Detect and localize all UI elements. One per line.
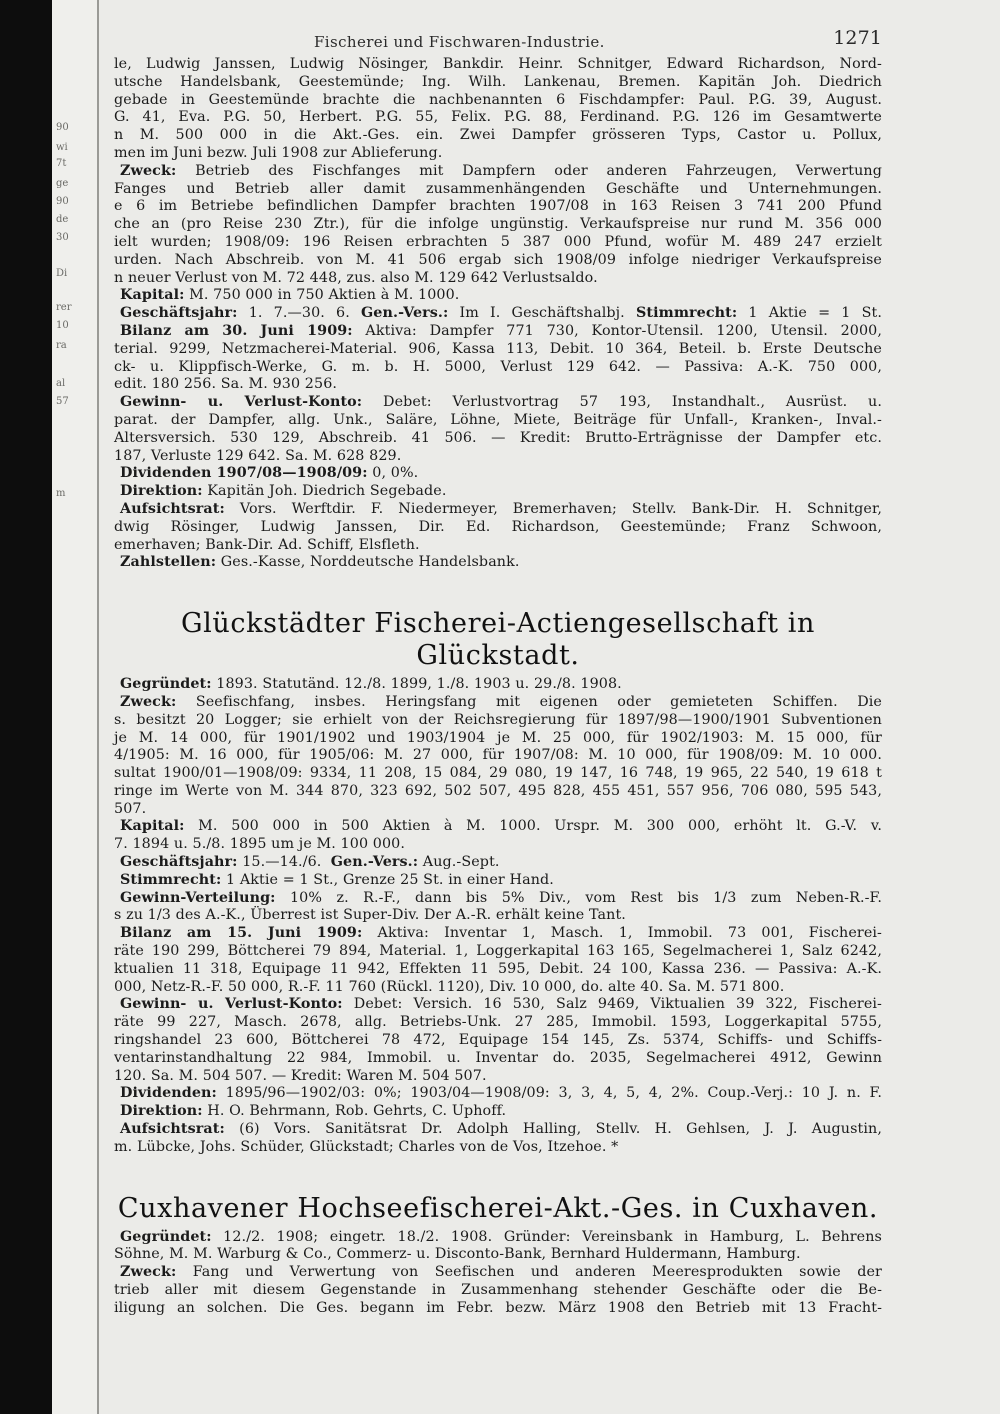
scan-shadow-left [0, 0, 52, 1414]
entry-gap [114, 572, 882, 608]
zweck-text: Fang und Verwertung von Seefischen und anderen Meeresprodukten sowie der [192, 1264, 882, 1281]
aufsichtsrat-line [114, 1121, 882, 1139]
kapital-text: M. 500 000 in 500 Aktien à M. 1000. Urspr. M. 300 000, erhöht lt. G.-V. v. [198, 818, 882, 835]
dividenden-text: 0, 0%. [372, 465, 419, 482]
margin-fragment: al [56, 378, 66, 389]
bilanz-label: Bilanz am 30. Juni 1909: [120, 322, 353, 339]
gewinnverteilung-label: Gewinn-Verteilung: [120, 889, 276, 906]
bilanz-label: Bilanz am 15. Juni 1909: [120, 925, 363, 942]
stimmrecht-line [114, 872, 882, 890]
margin-fragment: 90 [56, 196, 69, 207]
genvers-label: Gen.-Vers.: [330, 854, 419, 871]
genvers-text: Im I. Geschäftshalbj. [459, 305, 625, 322]
kapital-line: 7. 1894 u. 5./8. 1895 um je M. 100 000. [114, 836, 406, 853]
kapital-text: M. 750 000 in 750 Aktien à M. 1000. [189, 287, 460, 304]
direktion-label: Direktion: [120, 483, 203, 500]
gegruendet-line: Söhne, M. M. Warburg & Co., Commerz- u. Disconto-Bank, Bernhard Huldermann, Hamburg. [114, 1246, 801, 1263]
aufsichtsrat-text: (6) Vors. Sanitätsrat Dr. Adolph Halling, Stellv. H. Gehlsen, J. J. Augustin, [239, 1121, 883, 1138]
aufsichtsrat-line: dwig Rösinger, Ludwig Janssen, Dir. Ed. Richardson, Geestemünde; Franz Schwoon, [114, 518, 882, 535]
guv-label: Gewinn- u. Verlust-Konto: [120, 996, 343, 1013]
geschaeftsjahr-line [114, 854, 882, 872]
margin-fragment: 10 [56, 320, 69, 331]
direktion-line [114, 1103, 882, 1121]
zweck-line: 4/1905: M. 16 000, für 1905/06: M. 27 000, für 1907/08: M. 10 000, für 1908/09: M. 10 000. [114, 747, 882, 764]
margin-fragment: 7t [56, 158, 67, 169]
margin-fragment: 90 [56, 122, 69, 133]
bilanz-line: terial. 9299, Netzmacherei-Material. 906, Kassa 113, Debit. 10 364, Beteil. b. Erste Deutsche [114, 340, 882, 357]
gegruendet-label: Gegründet: [120, 1228, 212, 1245]
margin-fragment: wi [56, 142, 68, 153]
stimmrecht-text: 1 Aktie = 1 St. [748, 305, 882, 322]
aufsichtsrat-line [114, 501, 882, 519]
guv-text: Debet: Versich. 16 530, Salz 9469, Viktualien 39 322, Fischerei- [353, 996, 882, 1013]
zweck-line [114, 694, 882, 712]
guv-line: Altersversich. 530 129, Abschreib. 41 506. — Kredit: Brutto-Erträgnisse der Dampfer etc. [114, 429, 882, 446]
bilanz-text: Aktiva: Dampfer 771 730, Kontor-Utensil. 1200, Utensil. 2000, [365, 322, 882, 339]
dividenden-text: 1895/96—1902/03: 0%; 1903/04—1908/09: 3, 3, 4, 5, 4, 2%. Coup.-Verj.: 10 J. n. F. [225, 1085, 882, 1102]
body-line: men im Juni bezw. Juli 1908 zur Ablieferung. [114, 144, 443, 161]
aufsichtsrat-line: m. Lübcke, Johs. Schüder, Glückstadt; Charles von de Vos, Itzehoe. * [114, 1138, 619, 1155]
zweck-label: Zweck: [120, 693, 177, 710]
body-line: gebade in Geestemünde brachte die nachbenannten 6 Fischdampfer: Paul. P.G. 39, August. [114, 91, 882, 108]
zweck-text: Betrieb des Fischfanges mit Dampfern oder anderen Fahrzeugen, Verwertung [195, 162, 882, 179]
entry-continuation [114, 56, 882, 572]
guv-line: räte 99 227, Masch. 2678, allg. Betriebs-Unk. 27 285, Immobil. 1593, Loggerkapital 5755, [114, 1014, 882, 1031]
body-line: utsche Handelsbank, Geestemünde; Ing. Wilh. Lankenau, Bremen. Kapitän Joh. Diedrich [114, 73, 882, 90]
gegruendet-line [114, 1229, 882, 1247]
zweck-line: Fanges und Betrieb aller damit zusammenhängenden Geschäfte und Unternehmungen. [114, 180, 882, 197]
geschaeftsjahr-text: 15.—14./6. [242, 854, 322, 871]
gegruendet-label: Gegründet: [120, 676, 212, 693]
dividenden-line [114, 465, 882, 483]
zweck-label: Zweck: [120, 1264, 177, 1281]
guv-line: 120. Sa. M. 504 507. — Kredit: Waren M. 504 507. [114, 1067, 487, 1084]
body-line: n M. 500 000 in die Akt.-Ges. ein. Zwei Dampfer grösseren Typs, Castor u. Pollux, [114, 127, 882, 144]
aufsichtsrat-label: Aufsichtsrat: [120, 500, 225, 517]
stimmrecht-text: 1 Aktie = 1 St., Grenze 25 St. in einer Hand. [225, 871, 554, 888]
bilanz-line: edit. 180 256. Sa. M. 930 256. [114, 376, 338, 393]
bilanz-line [114, 323, 882, 341]
kapital-line [114, 818, 882, 836]
direktion-line [114, 483, 882, 501]
zahlstellen-label: Zahlstellen: [120, 554, 217, 571]
guv-line [114, 996, 882, 1014]
geschaeftsjahr-text: 1. 7.—30. 6. [248, 305, 350, 322]
geschaeftsjahr-label: Geschäftsjahr: [120, 305, 238, 322]
gegruendet-line [114, 676, 882, 694]
gewinnverteilung-line: s zu 1/3 des A.-K., Überrest ist Super-Div. Der A.-R. erhält keine Tant. [114, 907, 626, 924]
bilanz-line: ck- u. Klippfisch-Werke, G. m. b. H. 5000, Verlust 129 642. — Passiva: A.-K. 750 000, [114, 358, 882, 375]
dividenden-line [114, 1085, 882, 1103]
stimmrecht-label: Stimmrecht: [120, 871, 222, 888]
facing-page-edge [52, 0, 98, 1414]
gegruendet-text: 12./2. 1908; eingetr. 18./2. 1908. Gründer: Vereinsbank in Hamburg, L. Behrens [223, 1228, 882, 1245]
geschaeftsjahr-label: Geschäftsjahr: [120, 854, 238, 871]
direktion-label: Direktion: [120, 1103, 203, 1120]
zweck-line: s. besitzt 20 Logger; sie erhielt von der Reichsregierung für 1897/98—1900/1901 Subventionen [114, 711, 882, 728]
running-title: Fischerei und Fischwaren-Industrie. [314, 33, 605, 51]
guv-line [114, 394, 882, 412]
zweck-line: sultat 1900/01—1908/09: 9334, 11 208, 15 084, 29 080, 19 147, 16 748, 19 965, 22 540, 19 618 t [114, 765, 882, 782]
bilanz-text: Aktiva: Inventar 1, Masch. 1, Immobil. 73 001, Fischerei- [377, 925, 882, 942]
gegruendet-text: 1893. Statutänd. 12./8. 1899, 1./8. 1903 u. 29./8. 1908. [216, 676, 622, 693]
genvers-text: Aug.-Sept. [422, 854, 500, 871]
zweck-line: ringe im Werte von M. 344 870, 323 692, 502 507, 495 828, 455 451, 557 956, 706 080, 595 543, [114, 782, 882, 799]
guv-line: ringshandel 23 600, Böttcherei 78 472, Equipage 154 145, Zs. 5374, Schiffs- und Schiffs- [114, 1032, 882, 1049]
zweck-line: iligung an solchen. Die Ges. begann im Febr. bezw. März 1908 den Betrieb mit 13 Fracht- [114, 1299, 882, 1316]
entry-gap [114, 1157, 882, 1193]
zweck-line: je M. 14 000, für 1901/1902 und 1903/1904 je M. 25 000, für 1902/1903: M. 15 000, für [114, 729, 882, 746]
zweck-line: trieb aller mit diesem Gegenstande in Zusammenhang stehender Geschäfte oder die Be- [114, 1282, 882, 1299]
margin-fragment: de [56, 214, 69, 225]
margin-fragment: Di [56, 268, 68, 279]
guv-line: parat. der Dampfer, allg. Unk., Saläre, Löhne, Miete, Beiträge für Unfall-, Kranken-, Inval.- [114, 411, 882, 428]
entry-title: Glückstädter Fischerei-Actiengesellschaft in Glückstadt. [181, 608, 815, 672]
margin-fragment: 57 [56, 396, 69, 407]
margin-fragment: 30 [56, 232, 69, 243]
zweck-line: 507. [114, 800, 147, 817]
aufsichtsrat-line: emerhaven; Bank-Dir. Ad. Schiff, Elsfleth. [114, 536, 420, 553]
genvers-label: Gen.-Vers.: [361, 305, 449, 322]
zahlstellen-line [114, 554, 882, 572]
zweck-text: Seefischfang, insbes. Heringsfang mit eigenen oder gemieteten Schiffen. Die [195, 693, 882, 710]
bilanz-line: ktualien 11 318, Equipage 11 942, Effekten 11 595, Debit. 24 100, Kassa 236. — Passiva: A.-K. [114, 960, 882, 977]
gewinnverteilung-line [114, 890, 882, 908]
zweck-line: che an (pro Reise 230 Ztr.), für die infolge ungünstig. Verkaufspreise nur rund M. 356 000 [114, 216, 882, 233]
guv-label: Gewinn- u. Verlust-Konto: [120, 394, 363, 411]
zweck-line: n neuer Verlust von M. 72 448, zus. also M. 129 642 Verlustsaldo. [114, 269, 598, 286]
kapital-label: Kapital: [120, 818, 185, 835]
aufsichtsrat-label: Aufsichtsrat: [120, 1121, 225, 1138]
margin-fragment: ra [56, 340, 67, 351]
zweck-line: e 6 im Betriebe befindlichen Dampfer brachten 1907/08 in 163 Reisen 3 741 200 Pfund [114, 198, 882, 215]
zweck-label: Zweck: [120, 162, 177, 179]
kapital-line [114, 287, 882, 305]
guv-line: ventarinstandhaltung 22 984, Immobil. u. Inventar do. 2035, Segelmacherei 4912, Gewinn [114, 1049, 882, 1066]
guv-line: 187, Verluste 129 642. Sa. M. 628 829. [114, 447, 402, 464]
gewinnverteilung-text: 10% z. R.-F., dann bis 5% Div., vom Rest bis 1/3 zum Neben-R.-F. [289, 889, 882, 906]
direktion-text: H. O. Behrmann, Rob. Gehrts, C. Uphoff. [207, 1103, 507, 1120]
page-number: 1271 [833, 27, 882, 49]
entry-cuxhaven [114, 1193, 882, 1318]
margin-fragment: ge [56, 178, 69, 189]
margin-fragment: rer [56, 302, 72, 313]
geschaeftsjahr-line [114, 305, 882, 323]
body-line: G. 41, Eva. P.G. 50, Herbert. P.G. 55, Felix. P.G. 88, Ferdinand. P.G. 126 im Gesamtwerte [114, 109, 882, 126]
dividenden-label: Dividenden 1907/08—1908/09: [120, 465, 368, 482]
kapital-label: Kapital: [120, 287, 185, 304]
zahlstellen-text: Ges.-Kasse, Norddeutsche Handelsbank. [220, 554, 520, 571]
aufsichtsrat-text: Vors. Werftdir. F. Niedermeyer, Bremerhaven; Stellv. Bank-Dir. H. Schnitger, [239, 500, 882, 517]
zweck-line [114, 1264, 882, 1282]
zweck-line: ielt wurden; 1908/09: 196 Reisen erbrachten 5 387 000 Pfund, wofür M. 489 247 erzielt [114, 233, 882, 250]
running-head [114, 28, 882, 56]
zweck-line [114, 163, 882, 181]
dividenden-label: Dividenden: [120, 1085, 217, 1102]
bilanz-line: 000, Netz-R.-F. 50 000, R.-F. 11 760 (Rückl. 1120), Div. 10 000, do. alte 40. Sa. M. 571 800. [114, 978, 785, 995]
entry-title: Cuxhavener Hochseefischerei-Akt.-Ges. in Cuxhaven. [117, 1192, 879, 1224]
direktion-text: Kapitän Joh. Diedrich Segebade. [207, 483, 447, 500]
page-gutter-line [97, 0, 99, 1414]
bilanz-line [114, 925, 882, 943]
margin-fragment: m [56, 488, 66, 499]
zweck-line: urden. Nach Abschreib. von M. 41 506 ergab sich 1908/09 infolge niedriger Verkaufspreise [114, 251, 882, 268]
entry-glueckstadt [114, 608, 882, 1157]
stimmrecht-label: Stimmrecht: [635, 305, 738, 322]
page [114, 28, 882, 1318]
body-line: le, Ludwig Janssen, Ludwig Nösinger, Bankdir. Heinr. Schnitger, Edward Richardson, Nord- [114, 56, 882, 72]
guv-text: Debet: Verlustvortrag 57 193, Instandhalt., Ausrüst. u. [383, 394, 883, 411]
bilanz-line: räte 190 299, Böttcherei 79 894, Material. 1, Loggerkapital 163 165, Segelmacherei 1, Salz 6242, [114, 943, 882, 960]
